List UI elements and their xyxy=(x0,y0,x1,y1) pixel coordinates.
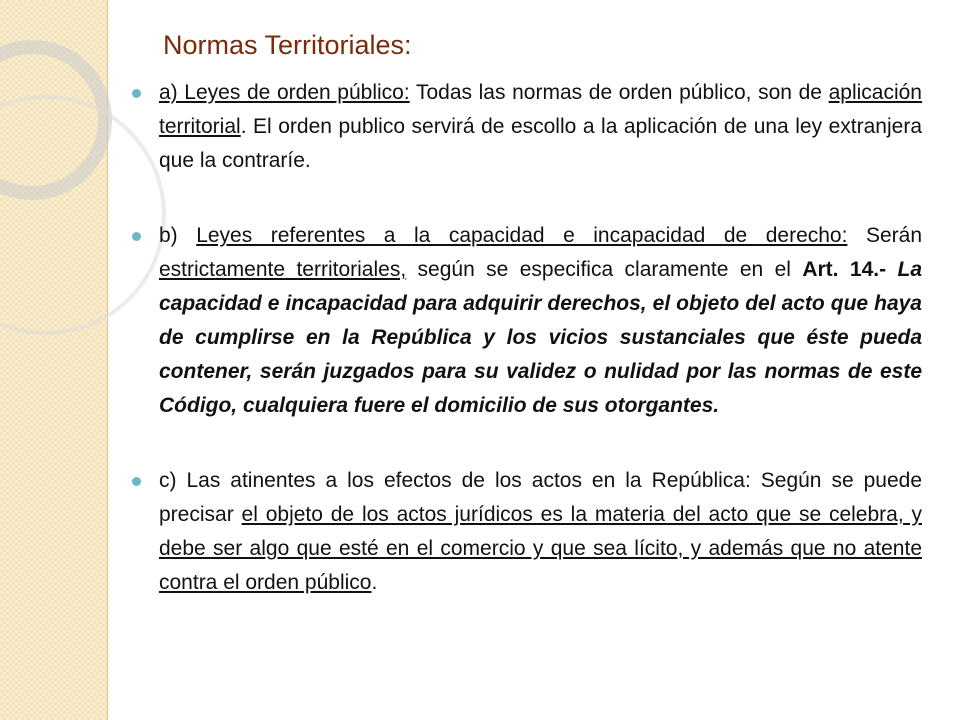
item-b-text: Serán xyxy=(847,224,922,247)
item-b-quote: La capacidad e incapacidad para adquirir derechos, el objeto del acto que haya de cumplirse en la República y los vicios sustanciales que éste pueda contener, serán juzgados para su validez o nulidad por las normas de este Código, cualquiera fuere el domicilio de sus otorgantes. xyxy=(159,258,923,417)
item-c-end: . xyxy=(371,571,378,594)
item-c-text: c) Las atinentes a los efectos de los actos en la República: Según se puede precisar xyxy=(159,469,922,526)
item-c-underlined: el objeto de los actos jurídicos es la materia del acto que se celebra, y debe ser algo que esté en el comercio y que sea lícito, y además que no atente contra el orden público xyxy=(159,503,923,594)
item-b-text-2: según se especifica claramente en el xyxy=(406,258,803,281)
slide-title: Normas Territoriales: xyxy=(163,30,412,60)
bullet-item-c xyxy=(132,464,922,600)
item-a-underlined: aplicación territorial xyxy=(159,81,922,138)
bullet-dot-icon xyxy=(132,89,141,98)
item-a-label: a) Leyes de orden público: xyxy=(159,81,410,104)
item-b-underlined: estrictamente territoriales, xyxy=(159,258,407,281)
bullet-list xyxy=(132,76,922,641)
item-b-prefix: b) xyxy=(159,224,197,247)
item-b-label: Leyes referentes a la capacidad e incapacidad de derecho: xyxy=(196,224,848,247)
bullet-dot-icon xyxy=(132,232,141,241)
bullet-item-a xyxy=(132,76,922,178)
bullet-dot-icon xyxy=(132,477,141,486)
bullet-item-b xyxy=(132,219,922,423)
item-b-article: Art. 14.- xyxy=(802,258,887,281)
item-a-text: Todas las normas de orden público, son de xyxy=(409,81,829,104)
item-a-rest: . El orden publico servirá de escollo a la aplicación de una ley extranjera que la contraríe. xyxy=(159,115,922,172)
